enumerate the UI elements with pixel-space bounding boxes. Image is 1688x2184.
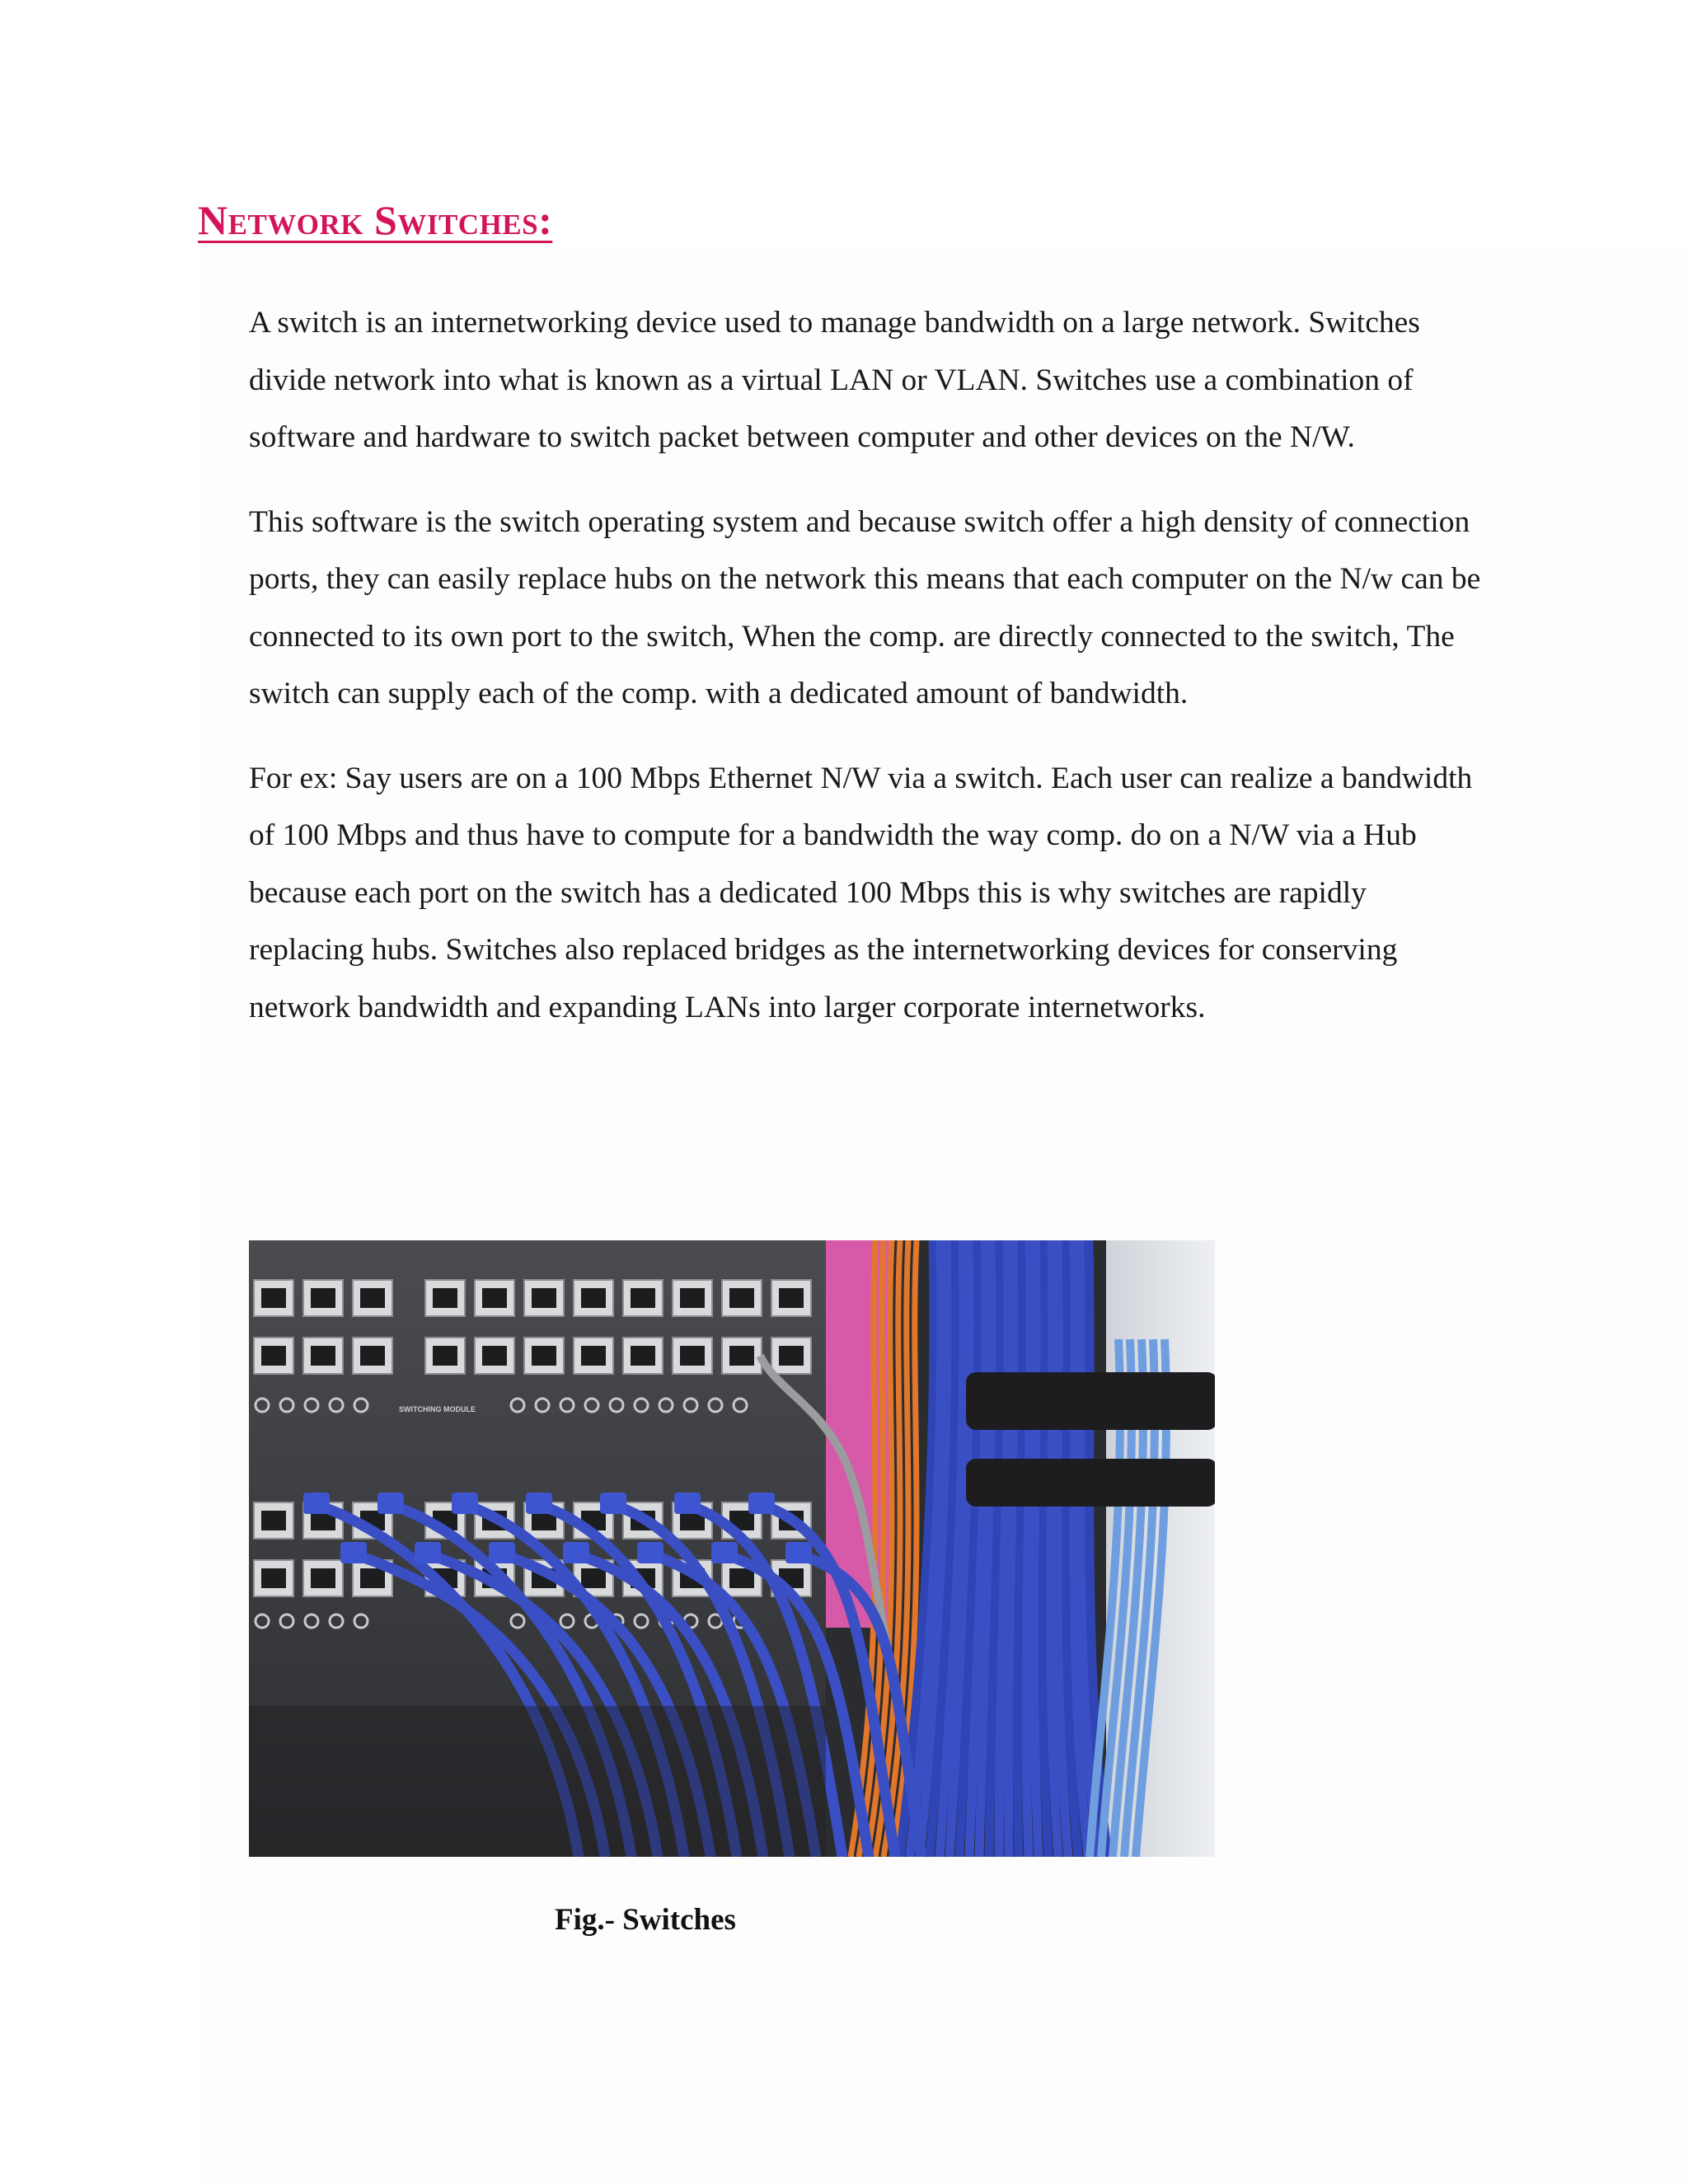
port-opening (261, 1346, 286, 1366)
port-opening (433, 1288, 457, 1308)
port-opening (532, 1288, 556, 1308)
port-opening (581, 1346, 606, 1366)
port-opening (261, 1511, 286, 1530)
port-opening (311, 1346, 335, 1366)
rj45-connector (563, 1542, 589, 1563)
rj45-connector (377, 1493, 404, 1514)
paragraph: This software is the switch operating system and because switch offer a high density of connection ports, they can easily replace hubs on the network this means that each computer on the N/w can be connected to its own port to the switch, When the comp. are directly connected to the switch, The switch can supply each of the comp. with a dedicated amount of bandwidth. (249, 504, 1481, 710)
body-text (249, 294, 1485, 1063)
port-opening (581, 1288, 606, 1308)
port-opening (779, 1288, 804, 1308)
rj45-connector (785, 1542, 812, 1563)
paragraph: A switch is an internetworking device used to manage bandwidth on a large network. Switches divide network into what is known as a virtual LAN or VLAN. Switches use a combination of software and hardware to switch packet between computer and other devices on the N/W. (249, 306, 1420, 454)
port-opening (532, 1346, 556, 1366)
port-opening (779, 1346, 804, 1366)
port-opening (729, 1346, 754, 1366)
rj45-connector (489, 1542, 515, 1563)
switch-photo (249, 1240, 1215, 1857)
module-label: SWITCHING MODULE (399, 1405, 476, 1413)
rj45-connector (674, 1493, 701, 1514)
section-heading: Network Switches: (198, 197, 553, 243)
port-opening (729, 1288, 754, 1308)
port-opening (680, 1288, 705, 1308)
port-opening (261, 1568, 286, 1588)
rj45-connector (452, 1493, 478, 1514)
blue-cable (1034, 1240, 1039, 1857)
paragraph: For ex: Say users are on a 100 Mbps Ethernet N/W via a switch. Each user can realize a bandwidth of 100 Mbps and thus have to compute for a bandwidth the way comp. do on a N/W via a Hub because each port on the switch has a dedicated 100 Mbps this is why switches are rapidly replacing hubs. Switches also replaced bridges as the internetworking devices for conserving network bandwidth and expanding LANs into larger corporate internetworks. (249, 761, 1473, 1024)
blue-cable (1026, 1240, 1030, 1857)
network-switch-illustration (249, 1240, 1215, 1857)
port-opening (581, 1568, 606, 1588)
rj45-connector (303, 1493, 330, 1514)
port-opening (261, 1288, 286, 1308)
port-opening (631, 1288, 655, 1308)
port-opening (482, 1346, 507, 1366)
port-opening (360, 1346, 385, 1366)
port-opening (482, 1288, 507, 1308)
port-opening (680, 1346, 705, 1366)
port-opening (729, 1568, 754, 1588)
rj45-connector (600, 1493, 626, 1514)
lower-rack-shadow (249, 1706, 826, 1857)
rj45-connector (711, 1542, 738, 1563)
port-opening (311, 1568, 335, 1588)
port-opening (311, 1288, 335, 1308)
port-opening (360, 1568, 385, 1588)
rj45-connector (415, 1542, 441, 1563)
port-opening (360, 1288, 385, 1308)
rj45-connector (340, 1542, 367, 1563)
figure-caption: Fig.- Switches (555, 1903, 736, 1937)
velcro-strap (966, 1459, 1215, 1507)
rj45-connector (526, 1493, 552, 1514)
port-opening (433, 1346, 457, 1366)
velcro-strap (966, 1372, 1215, 1430)
rj45-connector (748, 1493, 775, 1514)
port-opening (631, 1346, 655, 1366)
rj45-connector (637, 1542, 663, 1563)
